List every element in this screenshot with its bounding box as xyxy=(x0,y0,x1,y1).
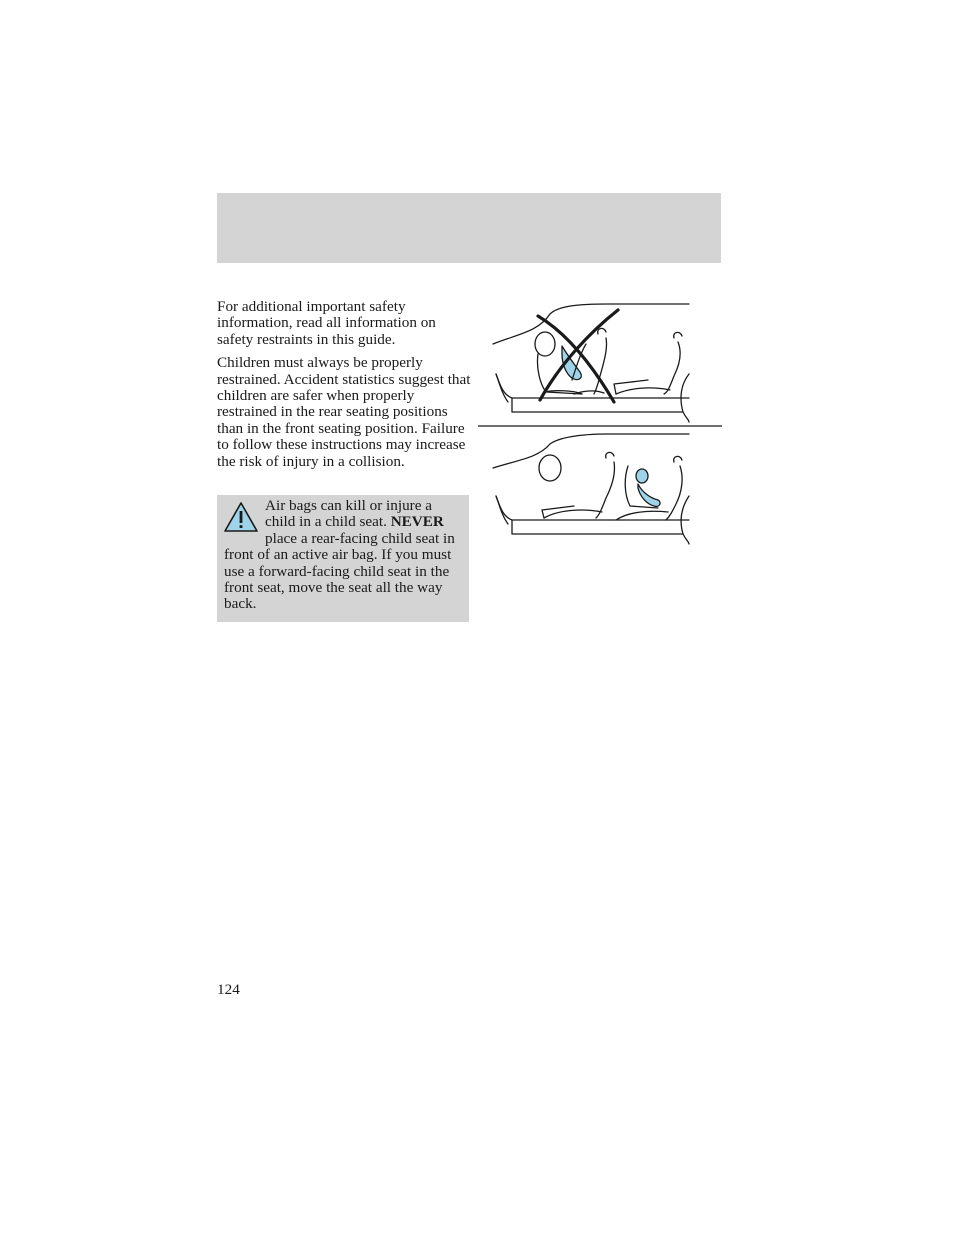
warning-triangle-icon xyxy=(223,501,261,535)
warning-rest-text: place a rear-facing child seat in front of an active air bag. If you must use a forward-facing child seat in the front seat, move the seat all the way back. xyxy=(224,529,455,613)
section-header-band xyxy=(217,193,721,263)
page-number: 124 xyxy=(217,981,240,998)
warning-lead-text: Air bags can kill or injure a child in a child seat. xyxy=(265,497,433,531)
warning-emphasis: NEVER xyxy=(390,513,444,531)
body-text-column xyxy=(217,299,471,477)
warning-box xyxy=(217,495,469,622)
paragraph-children-restrained: Children must always be properly restrained. Accident statistics suggest that children are safer when properly restrained in the rear seating positions than in the front seating position. Failure to follow these instructions may increase the risk of injury in a collision. xyxy=(217,354,471,470)
paragraph-safety-info: For additional important safety information, read all information on safety restraints in this guide. xyxy=(217,298,436,348)
child-seat-illustrations xyxy=(478,298,722,552)
correct-rear-seat-child-seat-illustration xyxy=(493,434,689,544)
incorrect-front-seat-child-seat-illustration xyxy=(493,304,689,422)
